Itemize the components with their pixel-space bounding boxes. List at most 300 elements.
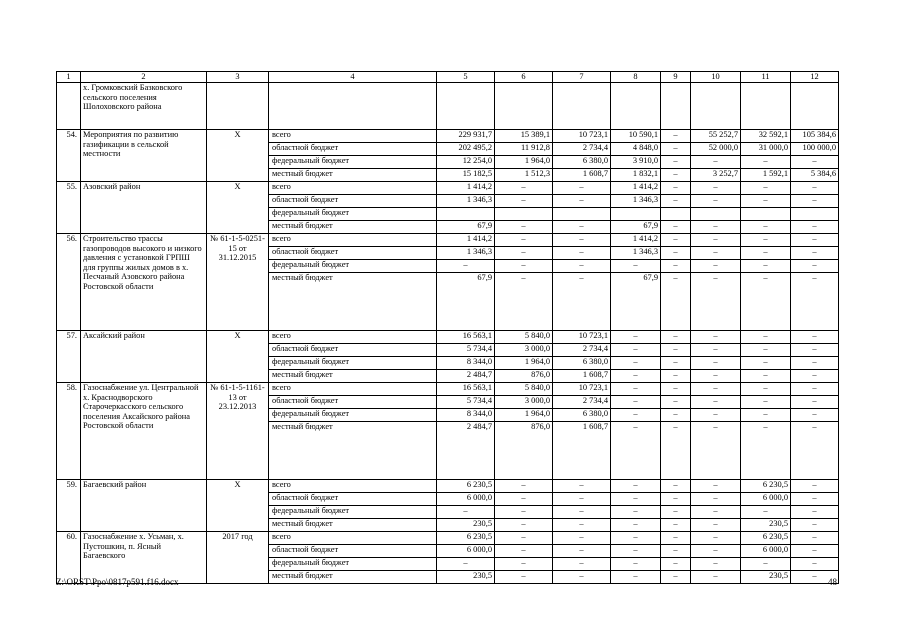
amount-cell: – xyxy=(553,532,611,545)
amount-cell: 5 840,0 xyxy=(495,331,553,344)
column-header: 3 xyxy=(207,72,269,83)
amount-cell: – xyxy=(661,370,691,383)
amount-cell: – xyxy=(741,506,791,519)
amount-cell: – xyxy=(791,247,839,260)
amount-cell: – xyxy=(741,247,791,260)
table-row xyxy=(57,130,839,143)
measure-name: Аксайский район xyxy=(81,331,207,383)
measure-name: Азовский район xyxy=(81,182,207,234)
funding-source: федеральный бюджет xyxy=(269,506,437,519)
page-number: 48 xyxy=(828,577,837,587)
amount-cell: – xyxy=(741,234,791,247)
funding-source: местный бюджет xyxy=(269,370,437,383)
column-header: 4 xyxy=(269,72,437,83)
amount-cell: 1 346,3 xyxy=(437,195,495,208)
funding-source: областной бюджет xyxy=(269,545,437,558)
amount-cell: – xyxy=(661,506,691,519)
amount-cell: – xyxy=(791,156,839,169)
amount-cell: – xyxy=(791,234,839,247)
measure-name: Газоснабжение х. Усьман, х. Пустошкин, п. Ясный Багаевского xyxy=(81,532,207,584)
document-ref: № 61-1-5-0251-15 от 31.12.2015 xyxy=(207,234,269,331)
funding-source: областной бюджет xyxy=(269,344,437,357)
amount-cell: – xyxy=(791,383,839,396)
amount-cell: – xyxy=(791,331,839,344)
amount-cell: – xyxy=(495,506,553,519)
amount-cell: – xyxy=(661,383,691,396)
row-number xyxy=(57,83,81,130)
amount-cell: 1 832,1 xyxy=(611,169,661,182)
amount-cell: – xyxy=(791,409,839,422)
funding-source: местный бюджет xyxy=(269,169,437,182)
amount-cell: – xyxy=(611,344,661,357)
amount-cell: – xyxy=(661,422,691,480)
amount-cell: 3 000,0 xyxy=(495,344,553,357)
amount-cell: – xyxy=(791,182,839,195)
funding-source xyxy=(269,83,437,130)
amount-cell xyxy=(553,208,611,221)
column-header: 6 xyxy=(495,72,553,83)
amount-cell: – xyxy=(611,493,661,506)
header-row xyxy=(57,72,839,83)
amount-cell: – xyxy=(741,409,791,422)
amount-cell: 16 563,1 xyxy=(437,383,495,396)
amount-cell: 1 414,2 xyxy=(437,234,495,247)
amount-cell: – xyxy=(741,357,791,370)
amount-cell: 67,9 xyxy=(437,273,495,331)
amount-cell: 10 723,1 xyxy=(553,331,611,344)
amount-cell: – xyxy=(611,396,661,409)
amount-cell: – xyxy=(437,260,495,273)
amount-cell: – xyxy=(553,493,611,506)
measure-name: Газоснабжение ул. Центральной х. Краснодворского Старочеркасского сельского поселения Аксайского района Ростовской области xyxy=(81,383,207,480)
amount-cell: 6 230,5 xyxy=(437,532,495,545)
amount-cell: 3 910,0 xyxy=(611,156,661,169)
amount-cell: – xyxy=(741,156,791,169)
amount-cell: – xyxy=(791,273,839,331)
amount-cell: 2 484,7 xyxy=(437,422,495,480)
amount-cell: 1 346,3 xyxy=(611,195,661,208)
document-ref: Х xyxy=(207,182,269,234)
amount-cell: 52 000,0 xyxy=(691,143,741,156)
column-header: 10 xyxy=(691,72,741,83)
amount-cell: – xyxy=(495,558,553,571)
amount-cell: – xyxy=(691,532,741,545)
amount-cell: – xyxy=(553,260,611,273)
amount-cell: – xyxy=(495,260,553,273)
continuation-row xyxy=(57,83,839,130)
amount-cell: – xyxy=(611,331,661,344)
amount-cell: – xyxy=(791,260,839,273)
amount-cell: 4 848,0 xyxy=(611,143,661,156)
amount-cell: – xyxy=(691,344,741,357)
amount-cell: – xyxy=(611,370,661,383)
amount-cell: – xyxy=(791,506,839,519)
column-header: 12 xyxy=(791,72,839,83)
amount-cell: – xyxy=(553,558,611,571)
amount-cell: 230,5 xyxy=(741,519,791,532)
amount-cell: 5 840,0 xyxy=(495,383,553,396)
amount-cell: – xyxy=(691,383,741,396)
measure-name: Строительство трассы газопроводов высокого и низкого давления с установкой ГРПШ для группы жилых домов в х. Песчаный Азовского района Ростовской области xyxy=(81,234,207,331)
amount-cell: – xyxy=(741,396,791,409)
amount-cell: – xyxy=(661,331,691,344)
funding-source: областной бюджет xyxy=(269,396,437,409)
amount-cell: 2 734,4 xyxy=(553,143,611,156)
column-header: 2 xyxy=(81,72,207,83)
amount-cell: – xyxy=(661,169,691,182)
funding-source: всего xyxy=(269,130,437,143)
amount-cell: – xyxy=(741,558,791,571)
funding-source: федеральный бюджет xyxy=(269,558,437,571)
amount-cell: – xyxy=(661,480,691,493)
amount-cell: 10 590,1 xyxy=(611,130,661,143)
amount-cell: – xyxy=(611,357,661,370)
amount-cell: – xyxy=(691,221,741,234)
amount-cell: – xyxy=(661,260,691,273)
amount-cell: – xyxy=(741,344,791,357)
measure-name: Мероприятия по развитию газификации в сельской местности xyxy=(81,130,207,182)
amount-cell: 100 000,0 xyxy=(791,143,839,156)
amount-cell: – xyxy=(691,156,741,169)
amount-cell: – xyxy=(661,247,691,260)
amount-cell: – xyxy=(791,344,839,357)
row-number: 54. xyxy=(57,130,81,182)
amount-cell xyxy=(495,208,553,221)
funding-source: местный бюджет xyxy=(269,221,437,234)
amount-cell: – xyxy=(691,409,741,422)
amount-cell: – xyxy=(791,195,839,208)
column-header: 1 xyxy=(57,72,81,83)
amount-cell: – xyxy=(691,396,741,409)
amount-cell: 6 000,0 xyxy=(437,545,495,558)
amount-cell: – xyxy=(495,480,553,493)
funding-source: всего xyxy=(269,182,437,195)
amount-cell: 67,9 xyxy=(611,221,661,234)
amount-cell: – xyxy=(553,221,611,234)
amount-cell: – xyxy=(741,370,791,383)
measure-name: х. Громковский Базковского сельского поселения Шолоховского района xyxy=(81,83,207,130)
amount-cell: – xyxy=(741,383,791,396)
amount-cell: – xyxy=(791,396,839,409)
amount-cell: 105 384,6 xyxy=(791,130,839,143)
amount-cell: – xyxy=(741,221,791,234)
amount-cell: – xyxy=(495,182,553,195)
amount-cell: – xyxy=(611,532,661,545)
amount-cell: 1 608,7 xyxy=(553,422,611,480)
amount-cell: – xyxy=(661,545,691,558)
document-ref: 2017 год xyxy=(207,532,269,584)
funding-source: федеральный бюджет xyxy=(269,260,437,273)
amount-cell: 6 000,0 xyxy=(741,545,791,558)
amount-cell: – xyxy=(661,532,691,545)
amount-cell: – xyxy=(661,344,691,357)
amount-cell xyxy=(791,208,839,221)
funding-source: всего xyxy=(269,331,437,344)
amount-cell: – xyxy=(611,422,661,480)
amount-cell: – xyxy=(691,558,741,571)
funding-source: областной бюджет xyxy=(269,195,437,208)
amount-cell: – xyxy=(495,493,553,506)
amount-cell: 16 563,1 xyxy=(437,331,495,344)
amount-cell: 15 389,1 xyxy=(495,130,553,143)
funding-source: местный бюджет xyxy=(269,519,437,532)
row-number: 58. xyxy=(57,383,81,480)
amount-cell: 55 252,7 xyxy=(691,130,741,143)
amount-cell: – xyxy=(691,422,741,480)
amount-cell: – xyxy=(553,234,611,247)
amount-cell: 67,9 xyxy=(437,221,495,234)
amount-cell: 1 964,0 xyxy=(495,409,553,422)
document-ref: № 61-1-5-1161-13 от 23.12.2013 xyxy=(207,383,269,480)
row-number: 60. xyxy=(57,532,81,584)
amount-cell: – xyxy=(661,130,691,143)
table-row xyxy=(57,234,839,247)
amount-cell: 10 723,1 xyxy=(553,130,611,143)
funding-source: федеральный бюджет xyxy=(269,409,437,422)
amount-cell: 6 000,0 xyxy=(741,493,791,506)
amount-cell: – xyxy=(661,234,691,247)
amount-cell: – xyxy=(661,273,691,331)
document-ref: Х xyxy=(207,331,269,383)
column-header: 7 xyxy=(553,72,611,83)
amount-cell: – xyxy=(611,545,661,558)
document-ref: Х xyxy=(207,480,269,532)
amount-cell: 12 254,0 xyxy=(437,156,495,169)
amount-cell: – xyxy=(741,422,791,480)
amount-cell: – xyxy=(611,506,661,519)
amount-cell: 876,0 xyxy=(495,370,553,383)
amount-cell xyxy=(661,208,691,221)
measure-name: Багаевский район xyxy=(81,480,207,532)
amount-cell: – xyxy=(495,247,553,260)
amount-cell: – xyxy=(741,182,791,195)
amount-cell: – xyxy=(691,260,741,273)
amount-cell: 8 344,0 xyxy=(437,409,495,422)
amount-cell: – xyxy=(495,532,553,545)
amount-cell: 8 344,0 xyxy=(437,357,495,370)
amount-cell: – xyxy=(495,195,553,208)
amount-cell: – xyxy=(495,571,553,584)
amount-cell: – xyxy=(553,506,611,519)
amount-cell: – xyxy=(791,545,839,558)
amount-cell: 1 608,7 xyxy=(553,370,611,383)
amount-cell: 230,5 xyxy=(741,571,791,584)
amount-cell: – xyxy=(437,506,495,519)
amount-cell: – xyxy=(691,571,741,584)
table-row xyxy=(57,331,839,344)
amount-cell: – xyxy=(691,182,741,195)
amount-cell: 10 723,1 xyxy=(553,383,611,396)
amount-cell: – xyxy=(495,221,553,234)
table-row xyxy=(57,480,839,493)
amount-cell: – xyxy=(611,558,661,571)
amount-cell: – xyxy=(691,331,741,344)
amount-cell: – xyxy=(791,370,839,383)
amount-cell: – xyxy=(791,480,839,493)
amount-cell: – xyxy=(553,480,611,493)
amount-cell: 6 380,0 xyxy=(553,156,611,169)
funding-source: всего xyxy=(269,532,437,545)
amount-cell: 1 346,3 xyxy=(437,247,495,260)
amount-cell: – xyxy=(691,480,741,493)
amount-cell: – xyxy=(553,273,611,331)
amount-cell xyxy=(437,208,495,221)
amount-cell: 1 414,2 xyxy=(437,182,495,195)
funding-source: местный бюджет xyxy=(269,571,437,584)
table-row xyxy=(57,383,839,396)
amount-cell: 1 592,1 xyxy=(741,169,791,182)
amount-cell: – xyxy=(741,260,791,273)
amount-cell: – xyxy=(791,221,839,234)
amount-cell: – xyxy=(661,195,691,208)
amount-cell: 6 380,0 xyxy=(553,409,611,422)
amount-cell: 32 592,1 xyxy=(741,130,791,143)
funding-source: областной бюджет xyxy=(269,493,437,506)
amount-cell: – xyxy=(741,195,791,208)
amount-cell: 2 734,4 xyxy=(553,396,611,409)
column-header: 11 xyxy=(741,72,791,83)
amount-cell: – xyxy=(691,506,741,519)
funding-source: всего xyxy=(269,234,437,247)
amount-cell: – xyxy=(661,182,691,195)
amount-cell: – xyxy=(791,532,839,545)
amount-cell: – xyxy=(661,156,691,169)
amount-cell: 1 512,3 xyxy=(495,169,553,182)
funding-source: всего xyxy=(269,480,437,493)
amount-cell: 67,9 xyxy=(611,273,661,331)
amount-cell xyxy=(611,208,661,221)
funding-source: местный бюджет xyxy=(269,273,437,331)
amount-cell: – xyxy=(691,519,741,532)
amount-cell: – xyxy=(661,571,691,584)
amount-cell: – xyxy=(553,571,611,584)
amount-cell: 2 484,7 xyxy=(437,370,495,383)
amount-cell: – xyxy=(691,273,741,331)
amount-cell: – xyxy=(553,247,611,260)
amount-cell: – xyxy=(691,493,741,506)
funding-source: областной бюджет xyxy=(269,247,437,260)
amount-cell: – xyxy=(791,357,839,370)
row-number: 55. xyxy=(57,182,81,234)
amount-cell: – xyxy=(553,545,611,558)
amount-cell: 15 182,5 xyxy=(437,169,495,182)
amount-cell: – xyxy=(495,234,553,247)
column-header: 8 xyxy=(611,72,661,83)
funding-source: местный бюджет xyxy=(269,422,437,480)
amount-cell: – xyxy=(495,519,553,532)
row-number: 56. xyxy=(57,234,81,331)
amount-cell: 6 000,0 xyxy=(437,493,495,506)
amount-cell: 1 964,0 xyxy=(495,357,553,370)
funding-source: всего xyxy=(269,383,437,396)
amount-cell: – xyxy=(691,545,741,558)
funding-source: федеральный бюджет xyxy=(269,156,437,169)
budget-table xyxy=(56,71,839,584)
document-ref xyxy=(207,83,269,130)
amount-cell: 229 931,7 xyxy=(437,130,495,143)
file-path: Z:\ORST\Ppo\0817p591.f16.docx xyxy=(56,577,179,587)
amount-cell xyxy=(691,208,741,221)
amount-cell: – xyxy=(611,383,661,396)
amount-cell xyxy=(741,208,791,221)
column-header: 5 xyxy=(437,72,495,83)
amount-cell: 1 414,2 xyxy=(611,182,661,195)
table-row xyxy=(57,182,839,195)
amount-cell: – xyxy=(661,357,691,370)
amount-cell: – xyxy=(691,234,741,247)
amount-cell: 230,5 xyxy=(437,571,495,584)
amount-cell: – xyxy=(741,273,791,331)
amount-cell: 230,5 xyxy=(437,519,495,532)
amount-cell: – xyxy=(661,558,691,571)
row-number: 57. xyxy=(57,331,81,383)
amount-cell: – xyxy=(611,480,661,493)
amount-cell: – xyxy=(611,260,661,273)
amount-cell: – xyxy=(661,396,691,409)
amount-cell: 3 252,7 xyxy=(691,169,741,182)
amount-cell: 6 230,5 xyxy=(741,480,791,493)
amount-cell: 1 346,3 xyxy=(611,247,661,260)
amount-cell: – xyxy=(691,247,741,260)
amount-cell: 6 230,5 xyxy=(741,532,791,545)
amount-cell: – xyxy=(791,558,839,571)
amount-cell: 202 495,2 xyxy=(437,143,495,156)
amount-cell: – xyxy=(661,519,691,532)
amount-cell: – xyxy=(661,409,691,422)
amount-cell: – xyxy=(611,571,661,584)
amount-cell: 876,0 xyxy=(495,422,553,480)
amount-cell: 3 000,0 xyxy=(495,396,553,409)
amount-cell: – xyxy=(553,182,611,195)
amount-cell: – xyxy=(791,493,839,506)
amount-cell: – xyxy=(611,519,661,532)
funding-source: федеральный бюджет xyxy=(269,357,437,370)
amount-cell: 1 964,0 xyxy=(495,156,553,169)
funding-source: областной бюджет xyxy=(269,143,437,156)
amount-cell: – xyxy=(691,195,741,208)
amount-cell: – xyxy=(437,558,495,571)
amount-cell: – xyxy=(741,331,791,344)
amount-cell: 1 414,2 xyxy=(611,234,661,247)
amount-cell: 5 734,4 xyxy=(437,396,495,409)
table-row xyxy=(57,532,839,545)
amount-cell: – xyxy=(495,273,553,331)
amount-cell: – xyxy=(553,195,611,208)
amount-cell: 6 230,5 xyxy=(437,480,495,493)
document-ref: Х xyxy=(207,130,269,182)
amount-cell: 1 608,7 xyxy=(553,169,611,182)
amount-cell: – xyxy=(691,357,741,370)
amount-cell: – xyxy=(611,409,661,422)
amount-cell: – xyxy=(791,422,839,480)
amount-cell: – xyxy=(791,571,839,584)
amount-cell: – xyxy=(791,519,839,532)
amount-cell: 5 384,6 xyxy=(791,169,839,182)
amount-cell: 5 734,4 xyxy=(437,344,495,357)
row-number: 59. xyxy=(57,480,81,532)
amount-cell: 2 734,4 xyxy=(553,344,611,357)
amount-cell: 31 000,0 xyxy=(741,143,791,156)
amount-cell: – xyxy=(661,143,691,156)
amount-cell: – xyxy=(691,370,741,383)
amount-cell: 11 912,8 xyxy=(495,143,553,156)
amount-cell: – xyxy=(553,519,611,532)
amount-cell: – xyxy=(661,493,691,506)
amount-cell: 6 380,0 xyxy=(553,357,611,370)
funding-source: федеральный бюджет xyxy=(269,208,437,221)
amount-cell: – xyxy=(495,545,553,558)
column-header: 9 xyxy=(661,72,691,83)
